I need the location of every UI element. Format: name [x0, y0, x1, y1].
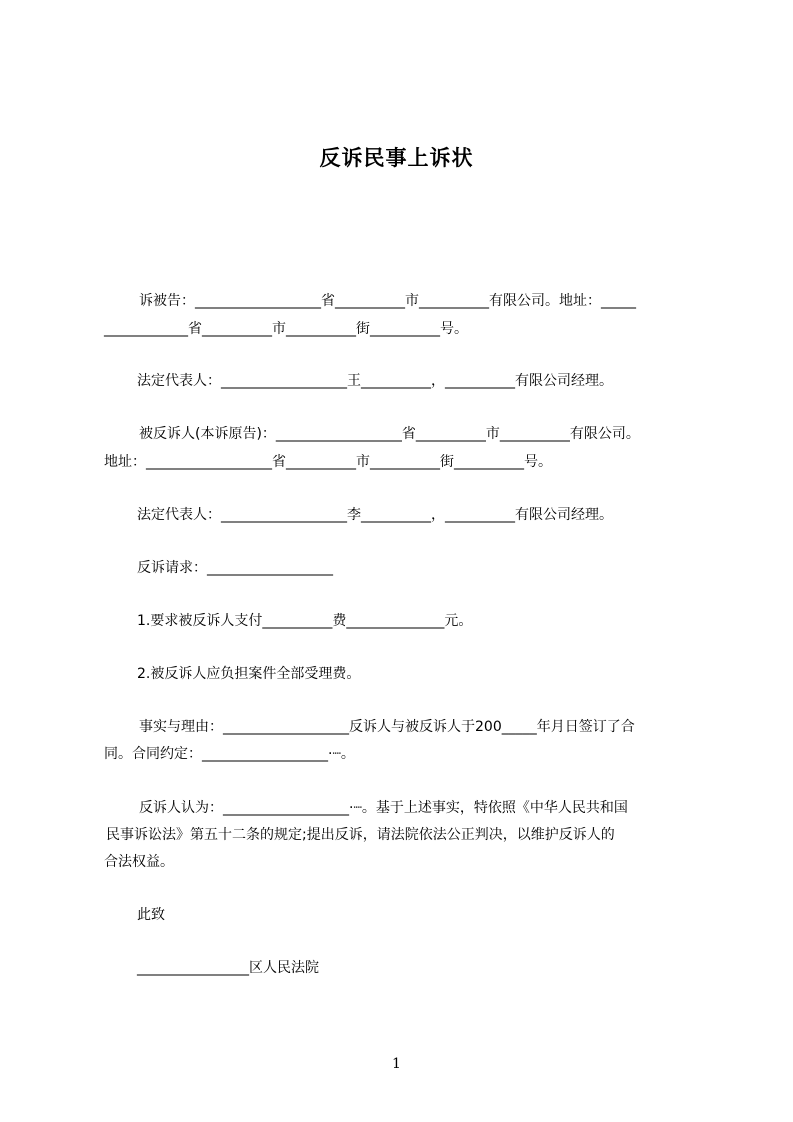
claims-heading: 反诉请求：__________________ — [137, 560, 333, 576]
opinion-line-2: 民事诉讼法》第五十二条的规定;提出反诉，请法院依法公正判决，以维护反诉人的 — [106, 827, 615, 843]
closing-salutation: 此致 — [137, 907, 165, 923]
opinion-line-1: 反诉人认为：__________________·┈。基于上述事实，特依照《中华人民共和国 — [139, 800, 628, 816]
defendant-representative: 法定代表人：__________________王__________，__________有限公司经理。 — [137, 373, 613, 389]
counter-defendant-line-1: 被反诉人(本诉原告)：__________________省__________市__________有限公司。 — [139, 426, 640, 442]
facts-line-2: 同。合同约定：__________________·┈。 — [104, 746, 355, 762]
facts-line-1: 事实与理由：__________________反诉人与被反诉人于200_____年月日签订了合 — [139, 719, 635, 735]
page-number: 1 — [392, 1056, 401, 1072]
opinion-line-3: 合法权益。 — [104, 854, 174, 870]
court-name: ________________区人民法院 — [137, 960, 319, 976]
defendant-line-1: 诉被告：__________________省__________市__________有限公司。地址：_____ — [139, 293, 636, 309]
claim-item-1: 1.要求被反诉人支付__________费______________元。 — [137, 613, 473, 629]
defendant-line-2: ____________省__________市__________街__________号。 — [104, 321, 468, 337]
claim-item-2: 2.被反诉人应负担案件全部受理费。 — [137, 666, 361, 682]
counter-defendant-line-2: 地址：__________________省__________市__________街__________号。 — [104, 454, 552, 470]
counter-defendant-representative: 法定代表人：__________________李__________，__________有限公司经理。 — [137, 507, 613, 523]
page-title: 反诉民事上诉状 — [319, 146, 474, 170]
